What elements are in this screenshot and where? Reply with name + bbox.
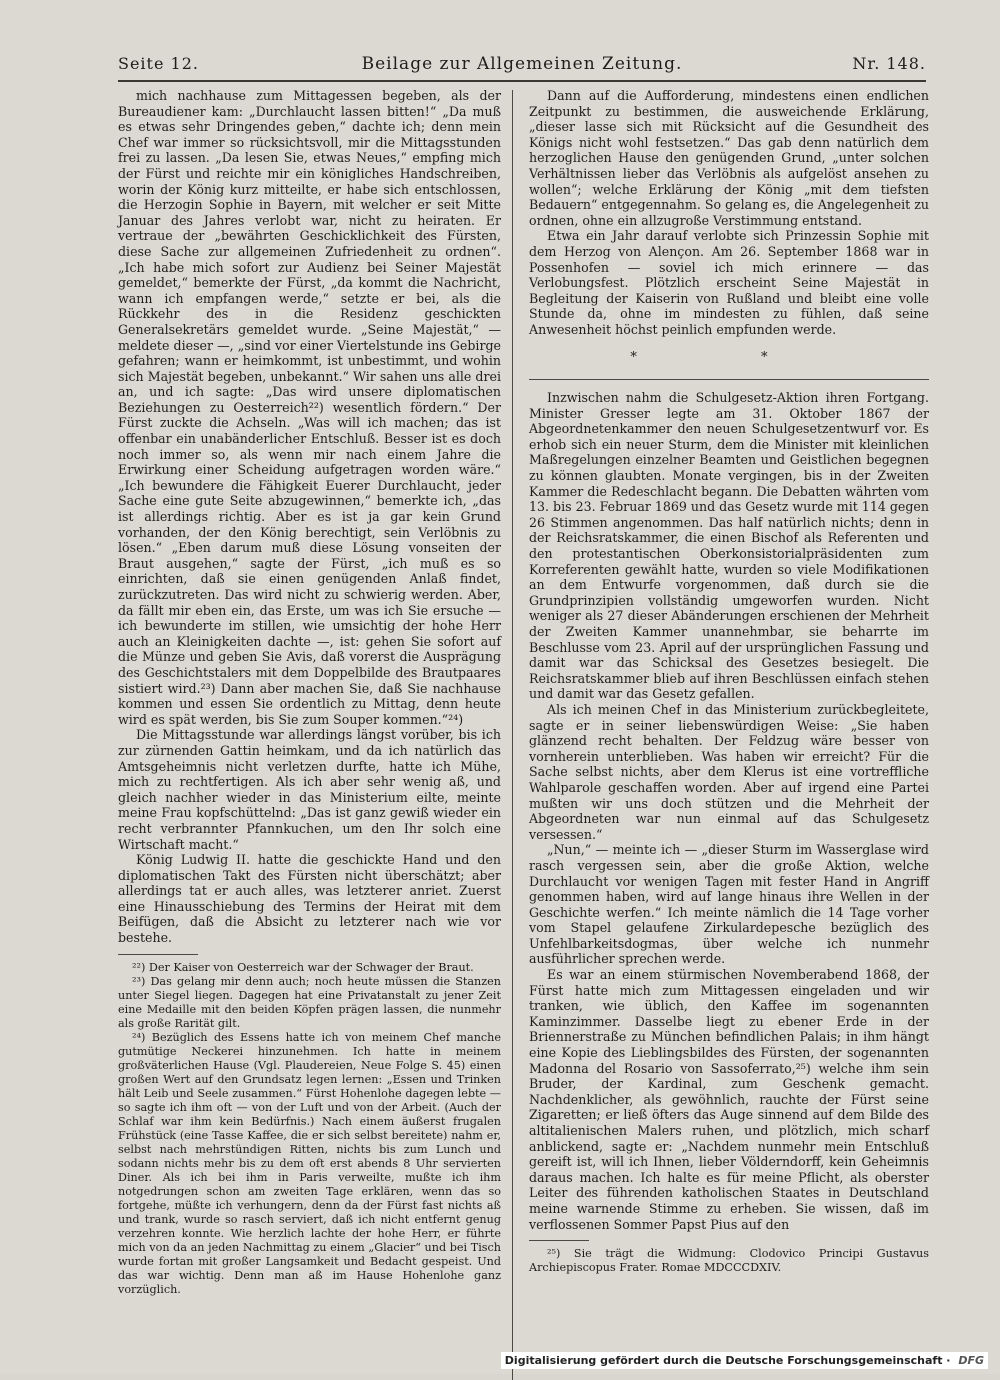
paragraph: mich nachhause zum Mittagessen begeben, als der Bureaudiener kam: „Durchlaucht lassen bitten!“ „Da muß es etwas sehr Dringendes geben,“ dachte ich; denn mein Chef war immer so rücksichtsvoll, mir die Mittagsstunden frei zu lassen. „Da lesen Sie, etwas Neues,“ empfing mich der Fürst und reichte mir ein königliches Handschreiben, worin der König kurz mitteilte, er habe sich entschlossen, die Herzogin Sophie in Bayern, mit welcher er seit Mitte Januar des Jahres verlobt war, nicht zu heiraten. Er vertraue der „bewährten Geschicklichkeit des Fürsten, diese Sache zur allgemeinen Zufriedenheit zu ordnen“. „Ich habe mich sofort zur Audienz bei Seiner Majestät gemeldet,“ bemerkte der Fürst, „da kommt die Nachricht, wann ich empfangen werde,“ setzte er bei, als die Rückkehr des in die Residenz geschickten Generalsekretärs gemeldet wurde. „Seine Majestät,“ — meldete dieser —, „sind vor einer Viertelstunde ins Gebirge gefahren; wann er heimkommt, ist unbestimmt, und wohin sich Majestät begeben, unbekannt.“ Wir sahen uns alle drei an, und ich sagte: „Das wird unsere diplomatischen Beziehungen zu Oesterreich²²) wesentlich fördern.“ Der Fürst zuckte die Achseln. „Was will ich machen; das ist offenbar ein unabänderlicher Entschluß. Besser ist es doch noch immer so, als wenn mir nach einem Jahre die Erwirkung einer Scheidung aufgetragen worden wäre.“ „Ich bewundere die Fähigkeit Euerer Durchlaucht, jeder Sache eine gute Seite abzugewinnen,“ bemerkte ich, „das ist allerdings richtig. Aber es ist ja gar kein Grund vorhanden, der den König berechtigt, sein Verlöbnis zu lösen.“ „Eben darum muß diese Lösung vonseiten der Braut ausgehen,“ sagte der Fürst, „ich muß es so einrichten, daß sie einen genügenden Anlaß findet, zurückzutreten. Das wird nicht zu schwierig werden. Aber, da fällt mir eben ein, das Erste, um was ich Sie ersuche — ich bewunderte im stillen, wie umsichtig der hohe Herr auch an Kleinigkeiten dachte —, ist: gehen Sie sofort auf die Münze und geben Sie Avis, daß vorerst die Ausprägung des Geschichtstalers mit dem Doppelbilde des Brautpaares sistiert wird.²³) Dann aber machen Sie, daß Sie nachhause kommen und essen Sie ordentlich zu Mittag, denn heute wird es spät werden, bis Sie zum Souper kommen.“²⁴) bbox=[118, 88, 501, 727]
footnotes bbox=[118, 961, 501, 1297]
footnote: ²²) Der Kaiser von Oesterreich war der Schwager der Braut. bbox=[132, 960, 474, 974]
paragraph: Etwa ein Jahr darauf verlobte sich Prinzessin Sophie mit dem Herzog von Alençon. Am 26. September 1868 war in Possenhofen — soviel ich mich erinnere — das Verlobungsfest. Plötzlich erscheint Seine Majestät in Begleitung der Kaiserin von Rußland und bleibt eine volle Stunde da, ohne im mindesten zu fühlen, daß seine Anwesenheit höchst peinlich empfunden werde. bbox=[529, 228, 929, 337]
paragraph: Es war an einem stürmischen Novemberabend 1868, der Fürst hatte mich zum Mittagessen eingeladen und wir tranken, wie üblich, den Kaffee im sogenannten Kaminzimmer. Dasselbe liegt zu ebener Erde in der Briennerstraße zu München befindlichen Palais; in ihm hängt eine Kopie des Lieblingsbildes des Fürsten, der sogenannten Madonna del Rosario von Sassoferrato,²⁵) welche ihm sein Bruder, der Kardinal, zum Geschenk gemacht. Nachdenklicher, als gewöhnlich, rauchte der Fürst seine Zigaretten; er ließ öfters das Auge sinnend auf dem Bilde des altitalienischen Malers ruhen, und plötzlich, mich scharf anblickend, sagte er: „Nachdem nunmehr mein Entschluß gereift ist, will ich Ihnen, lieber Völderndorff, kein Geheimnis daraus machen. Ich halte es für meine Pflicht, als oberster Leiter des führenden katholischen Staates in Deutschland meine warnende Stimme zu erheben. Sie wissen, daß im verflossenen Sommer Papst Pius auf den bbox=[529, 967, 929, 1232]
dfg-logo: DFG bbox=[958, 1354, 984, 1367]
paragraph: Dann auf die Aufforderung, mindestens einen endlichen Zeitpunkt zu bestimmen, die ausweichende Erklärung, „dieser lasse sich mit Rücksicht auf die Gesundheit des Königs nicht wohl festsetzen.“ Das gab denn natürlich dem herzoglichen Hause den genügenden Grund, „unter solchen Verhältnissen lieber das Verlöbnis als aufgelöst ansehen zu wollen“; welche Erklärung der König „mit dem tiefsten Bedauern“ entgegennahm. So gelang es, die Angelegenheit zu ordnen, ohne ein allzugroße Verstimmung entstand. bbox=[529, 88, 929, 228]
paragraph: Die Mittagsstunde war allerdings längst vorüber, bis ich zur zürnenden Gattin heimkam, und da ich natürlich das Amtsgeheimnis nicht verletzen durfte, hatte ich Mühe, mich zu rechtfertigen. Als ich aber sehr wenig aß, und gleich nachher wieder in das Ministerium eilte, meinte meine Frau kopfschüttelnd: „Das ist ganz gewiß wieder ein recht verbrannter Pfannkuchen, um den Ihr solch eine Wirtschaft macht.“ bbox=[118, 727, 501, 852]
page-header bbox=[118, 52, 926, 78]
paragraph: Inzwischen nahm die Schulgesetz-Aktion ihren Fortgang. Minister Gresser legte am 31. Oktober 1867 der Abgeordnetenkammer den neuen Schulgesetzentwurf vor. Es erhob sich ein neuer Sturm, dem die Minister mit kleinlichen Maßregelungen einzelner Beamten und Geistlichen begegnen zu können glaubten. Monate vergingen, bis in der Zweiten Kammer die Redeschlacht begann. Die Debatten währten vom 13. bis 23. Februar 1869 und das Gesetz wurde mit 114 gegen 26 Stimmen angenommen. Das half natürlich nichts; denn in der Reichsratskammer, die einen Bischof als Referenten und den protestantischen Oberkonsistorialpräsidenten zum Korreferenten gewählt hatte, wurden so viele Modifikationen an dem Entwurfe vorgenommen, daß durch sie die Grundprinzipien vollständig umgeworfen wurden. Nicht weniger als 27 dieser Abänderungen erschienen der Mehrheit der Zweiten Kammer unannehmbar, sie beharrte im Beschlusse vom 23. April auf der ursprünglichen Fassung und damit war das Schicksal des Gesetzes besiegelt. Die Reichsratskammer blieb auf ihren Beschlüssen einfach stehen und damit war das Gesetz gefallen. bbox=[529, 390, 929, 702]
issue-number: Nr. 148. bbox=[852, 54, 926, 73]
footnote: ²³) Das gelang mir denn auch; noch heute müssen die Stanzen unter Siegel liegen. Dagegen hat eine Privatanstalt zu jener Zeit eine Medaille mit den beiden Köpfen prägen lassen, die nunmehr als große Rarität gilt. bbox=[118, 974, 501, 1030]
footnote: ²⁴) Bezüglich des Essens hatte ich von meinem Chef manche gutmütige Neckerei hinzunehmen. Ich hatte in meinem großväterlichen Hause (Vgl. Plaudereien, Neue Folge S. 45) einen großen Wert auf den Grundsatz legen lernen: „Essen und Trinken hält Leib und Seele zusammen.“ Fürst Hohenlohe dagegen lebte — so sagte ich ihm oft — von der Luft und von der Arbeit. (Auch der Schlaf war ihm kein Bedürfnis.) Nach einem äußerst frugalen Frühstück (eine Tasse Kaffee, die er sich selbst bereitete) nahm er, selbst nach mehrstündigen Ritten, nichts bis zum Lunch und sodann nichts mehr bis zu dem oft erst abends 8 Uhr servierten Diner. Als ich bei ihm in Paris verweilte, mußte ich ihm notgedrungen schon am zweiten Tage erklären, wenn das so fortgehe, müßte ich verhungern, denn da der Fürst fast nichts aß und trank, wurde so rasch serviert, daß ich nicht entfernt genug verzehren konnte. Wie herzlich lachte der hohe Herr, er führte mich von da an jeden Nachmittag zu einem „Glacier“ und bei Tisch wurde fortan mit großer Langsamkeit und Bedacht gespeist. Und das war wichtig. Denn man aß im Hause Hohenlohe ganz vorzüglich. bbox=[118, 1030, 501, 1296]
footnote-rule bbox=[529, 1240, 589, 1241]
footnotes-right bbox=[529, 1240, 929, 1275]
publication-title: Beilage zur Allgemeinen Zeitung. bbox=[361, 54, 683, 74]
right-column bbox=[529, 88, 929, 1275]
paragraph: Als ich meinen Chef in das Ministerium zurückbegleitete, sagte er in seiner liebenswürdigen Weise: „Sie haben glänzend recht behalten. Der Feldzug wäre besser von vornherein unterblieben. Was haben wir erreicht? Für die Sache selbst nichts, aber dem Klerus ist eine vortreffliche Wahlparole geschaffen worden. Aber auf irgend eine Partei mußten wir uns doch stützen und die Mehrheit der Abgeordneten war nun einmal auf das Schulgesetz versessen.“ bbox=[529, 701, 929, 842]
footnote-rule bbox=[118, 954, 198, 955]
left-column bbox=[118, 88, 501, 1297]
digitization-footer bbox=[501, 1352, 988, 1369]
header-rule bbox=[118, 80, 926, 82]
paragraph: „Nun,“ — meinte ich — „dieser Sturm im Wasserglase wird rasch vergessen sein, aber die große Aktion, welche Durchlaucht vor wenigen Tagen mit fester Hand in Angriff genommen haben, wird auf lange hinaus ihre Wellen in der Geschichte werfen.“ Ich meinte nämlich die 14 Tage vorher vom Stapel gelaufene Zirkulardepesche bezüglich des Unfehlbarkeitsdogmas, über welche ich nunmehr ausführlicher sprechen werde. bbox=[529, 842, 929, 967]
footer-text: Digitalisierung gefördert durch die Deutsche Forschungsgemeinschaft · bbox=[504, 1354, 951, 1367]
paragraph: König Ludwig II. hatte die geschickte Hand und den diplomatischen Takt des Fürsten nicht überschätzt; aber allerdings tat er auch alles, was letzterer anriet. Zuerst eine Hinausschiebung des Termins der Heirat mit dem Beifügen, daß die Absicht zu letzterer nach wie vor bestehe. bbox=[118, 852, 501, 946]
footnote: ²⁵) Sie trägt die Widmung: Clodovico Principi Gustavus Archiepiscopus Frater. Romae MDCCCDXIV. bbox=[529, 1247, 929, 1275]
section-rule bbox=[529, 379, 929, 380]
column-divider bbox=[512, 90, 513, 1380]
page-number: Seite 12. bbox=[118, 54, 199, 73]
section-separator-stars: * * bbox=[630, 349, 828, 365]
